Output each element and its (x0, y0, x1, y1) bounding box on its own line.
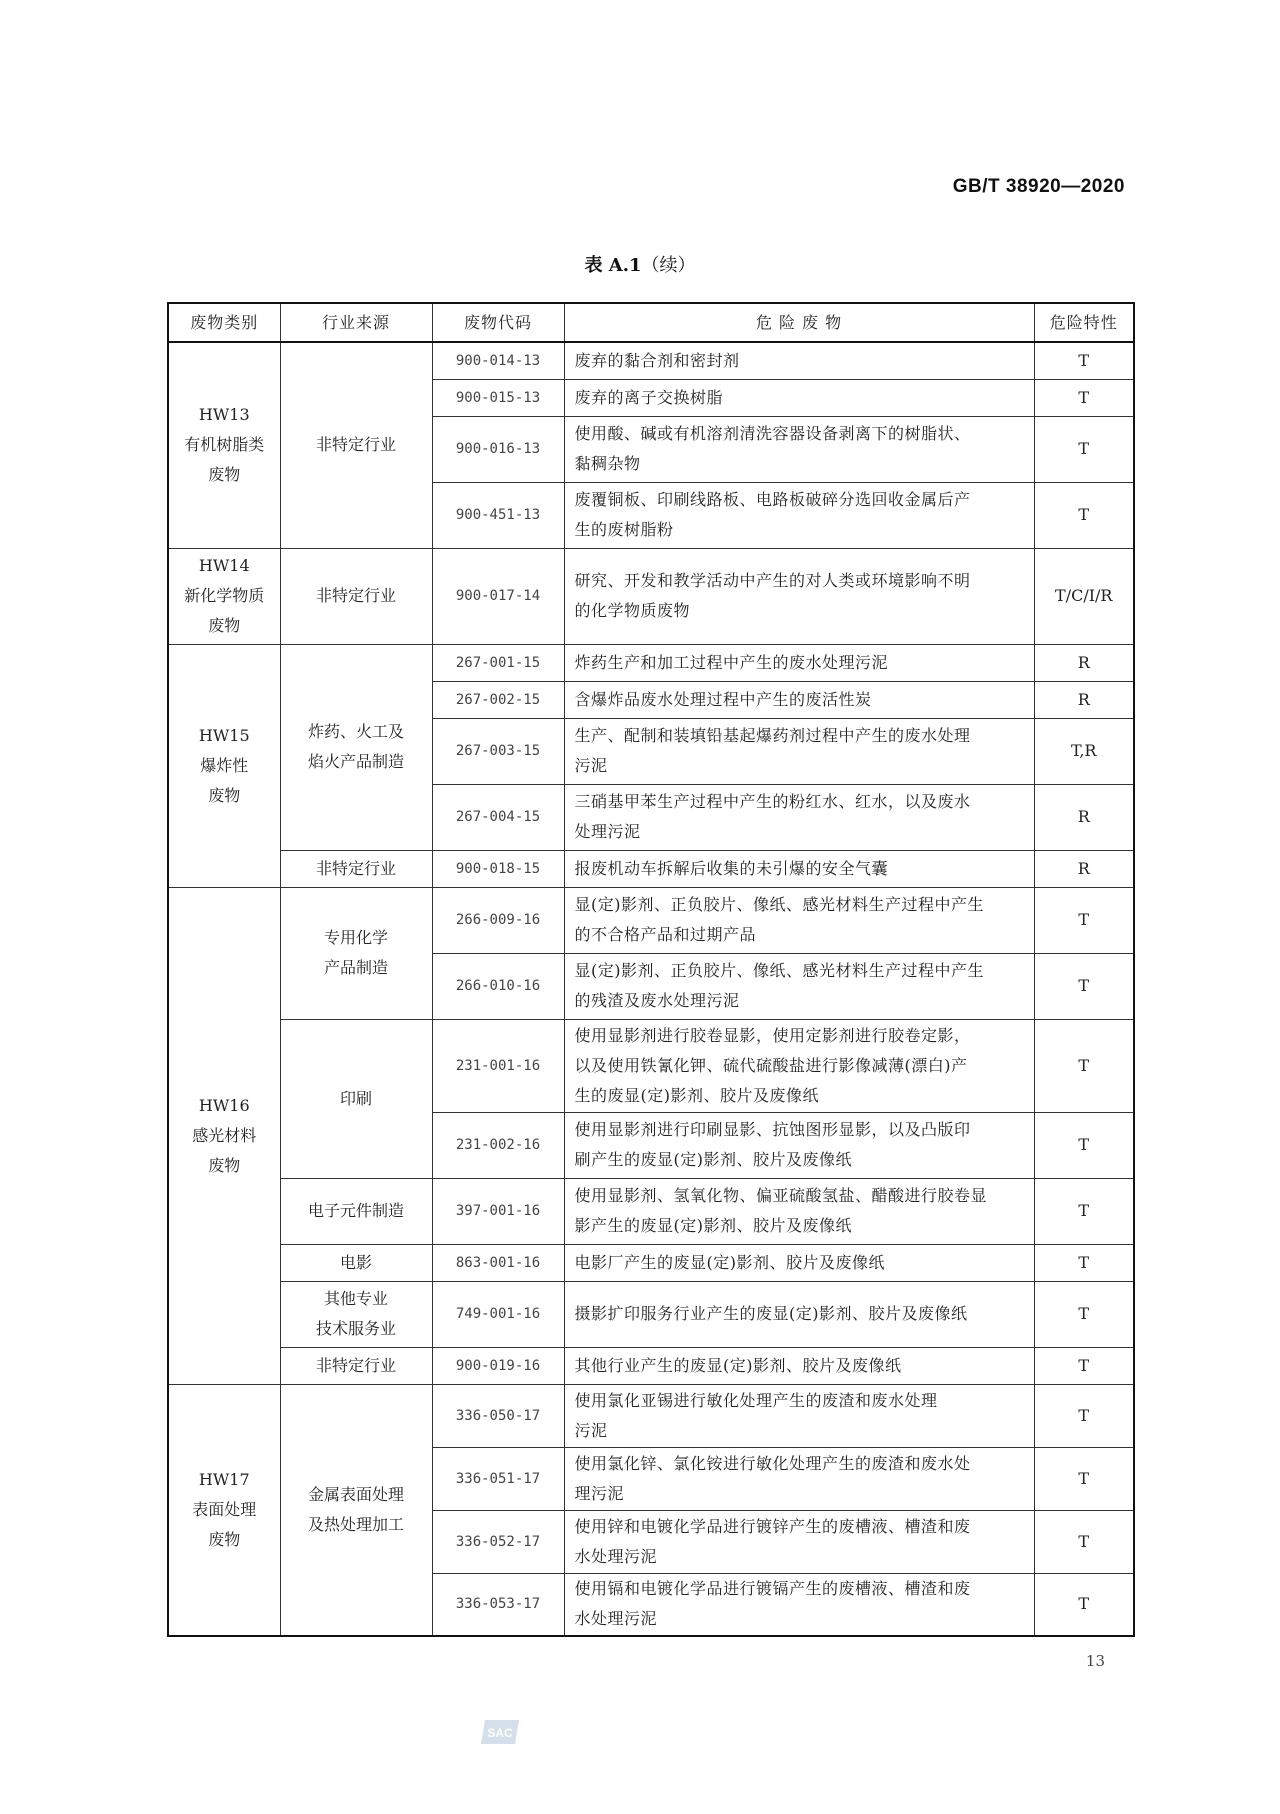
table-row (168, 1347, 1134, 1384)
table-row (168, 1244, 1134, 1281)
waste-description-cell: 使用氯化亚锡进行敏化处理产生的废渣和废水处理 污泥 (564, 1384, 1034, 1447)
column-header: 废物类别 (168, 303, 280, 342)
hazard-property-cell: T (1034, 379, 1134, 416)
hazard-property-cell: R (1034, 681, 1134, 718)
waste-description-cell: 使用镉和电镀化学品进行镀镉产生的废槽液、槽渣和废 水处理污泥 (564, 1573, 1034, 1636)
waste-code-cell: 900-451-13 (432, 482, 564, 548)
column-header: 废物代码 (432, 303, 564, 342)
table-title-suffix: （续） (641, 255, 696, 276)
waste-code-cell: 900-016-13 (432, 416, 564, 482)
waste-description-cell: 摄影扩印服务行业产生的废显(定)影剂、胶片及废像纸 (564, 1281, 1034, 1347)
waste-code-cell: 231-001-16 (432, 1019, 564, 1112)
table-row (168, 1019, 1134, 1112)
waste-description-cell: 使用氯化锌、氯化铵进行敏化处理产生的废渣和废水处 理污泥 (564, 1447, 1034, 1510)
hazard-property-cell: T (1034, 482, 1134, 548)
hazard-property-cell: T (1034, 342, 1134, 379)
waste-description-cell: 研究、开发和教学活动中产生的对人类或环境影响不明 的化学物质废物 (564, 548, 1034, 644)
waste-code-cell: 267-003-15 (432, 718, 564, 784)
hazard-property-cell: T (1034, 1384, 1134, 1447)
page-number: 13 (1085, 1652, 1105, 1670)
hazard-property-cell: T (1034, 1347, 1134, 1384)
waste-code-cell: 336-050-17 (432, 1384, 564, 1447)
hazard-property-cell: T (1034, 1178, 1134, 1244)
waste-code-cell: 266-009-16 (432, 887, 564, 953)
waste-code-cell: 267-002-15 (432, 681, 564, 718)
hazard-property-cell: T (1034, 1447, 1134, 1510)
waste-description-cell: 报废机动车拆解后收集的未引爆的安全气囊 (564, 850, 1034, 887)
table-title (0, 251, 1280, 277)
waste-description-cell: 含爆炸品废水处理过程中产生的废活性炭 (564, 681, 1034, 718)
table-row (168, 1178, 1134, 1244)
waste-category-cell: HW14 新化学物质 废物 (168, 548, 280, 644)
table-header-row (168, 303, 1134, 342)
waste-code-cell: 267-004-15 (432, 784, 564, 850)
table-row (168, 887, 1134, 953)
hazard-property-cell: T (1034, 1510, 1134, 1573)
industry-source-cell: 非特定行业 (280, 1347, 432, 1384)
industry-source-cell: 印刷 (280, 1019, 432, 1178)
hazard-property-cell: T (1034, 1244, 1134, 1281)
table-row (168, 342, 1134, 379)
waste-code-cell: 336-051-17 (432, 1447, 564, 1510)
hazard-property-cell: T (1034, 887, 1134, 953)
industry-source-cell: 金属表面处理 及热处理加工 (280, 1384, 432, 1636)
waste-code-cell: 863-001-16 (432, 1244, 564, 1281)
waste-description-cell: 显(定)影剂、正负胶片、像纸、感光材料生产过程中产生 的残渣及废水处理污泥 (564, 953, 1034, 1019)
waste-code-cell: 336-053-17 (432, 1573, 564, 1636)
table-row (168, 850, 1134, 887)
hazard-property-cell: R (1034, 644, 1134, 681)
hazardous-waste-table (167, 302, 1135, 1637)
hazard-property-cell: T/C/I/R (1034, 548, 1134, 644)
table-row (168, 548, 1134, 644)
waste-category-cell: HW16 感光材料 废物 (168, 887, 280, 1384)
standard-code: GB/T 38920—2020 (952, 176, 1125, 197)
table-title-label: 表 A.1 (584, 255, 642, 276)
waste-code-cell: 900-014-13 (432, 342, 564, 379)
waste-code-cell: 900-018-15 (432, 850, 564, 887)
waste-description-cell: 显(定)影剂、正负胶片、像纸、感光材料生产过程中产生 的不合格产品和过期产品 (564, 887, 1034, 953)
waste-description-cell: 生产、配制和装填铅基起爆药剂过程中产生的废水处理 污泥 (564, 718, 1034, 784)
table-row (168, 644, 1134, 681)
waste-description-cell: 废弃的离子交换树脂 (564, 379, 1034, 416)
waste-category-cell: HW15 爆炸性 废物 (168, 644, 280, 887)
svg-text:SAC: SAC (487, 1726, 513, 1740)
hazard-property-cell: T (1034, 416, 1134, 482)
waste-description-cell: 废弃的黏合剂和密封剂 (564, 342, 1034, 379)
waste-code-cell: 900-019-16 (432, 1347, 564, 1384)
hazard-property-cell: T (1034, 1112, 1134, 1178)
waste-code-cell: 231-002-16 (432, 1112, 564, 1178)
waste-category-cell: HW17 表面处理 废物 (168, 1384, 280, 1636)
waste-code-cell: 749-001-16 (432, 1281, 564, 1347)
waste-code-cell: 900-017-14 (432, 548, 564, 644)
industry-source-cell: 电子元件制造 (280, 1178, 432, 1244)
table-row (168, 1281, 1134, 1347)
waste-code-cell: 266-010-16 (432, 953, 564, 1019)
waste-code-cell: 397-001-16 (432, 1178, 564, 1244)
industry-source-cell: 非特定行业 (280, 342, 432, 548)
hazard-property-cell: R (1034, 784, 1134, 850)
waste-code-cell: 900-015-13 (432, 379, 564, 416)
waste-description-cell: 三硝基甲苯生产过程中产生的粉红水、红水，以及废水 处理污泥 (564, 784, 1034, 850)
waste-description-cell: 使用显影剂进行胶卷显影，使用定影剂进行胶卷定影， 以及使用铁氰化钾、硫代硫酸盐进行影像减薄(漂白)产 生的废显(定)影剂、胶片及废像纸 (564, 1019, 1034, 1112)
hazard-property-cell: T,R (1034, 718, 1134, 784)
column-header: 行业来源 (280, 303, 432, 342)
industry-source-cell: 电影 (280, 1244, 432, 1281)
industry-source-cell: 专用化学 产品制造 (280, 887, 432, 1019)
industry-source-cell: 非特定行业 (280, 548, 432, 644)
industry-source-cell: 其他专业 技术服务业 (280, 1281, 432, 1347)
column-header: 危 险 废 物 (564, 303, 1034, 342)
waste-category-cell: HW13 有机树脂类 废物 (168, 342, 280, 548)
waste-code-cell: 267-001-15 (432, 644, 564, 681)
waste-description-cell: 使用锌和电镀化学品进行镀锌产生的废槽液、槽渣和废 水处理污泥 (564, 1510, 1034, 1573)
hazard-property-cell: T (1034, 1281, 1134, 1347)
industry-source-cell: 非特定行业 (280, 850, 432, 887)
waste-description-cell: 使用显影剂、氢氧化物、偏亚硫酸氢盐、醋酸进行胶卷显 影产生的废显(定)影剂、胶片及废像纸 (564, 1178, 1034, 1244)
waste-description-cell: 使用酸、碱或有机溶剂清洗容器设备剥离下的树脂状、 黏稠杂物 (564, 416, 1034, 482)
column-header: 危险特性 (1034, 303, 1134, 342)
waste-code-cell: 336-052-17 (432, 1510, 564, 1573)
waste-description-cell: 使用显影剂进行印刷显影、抗蚀图形显影，以及凸版印 刷产生的废显(定)影剂、胶片及废像纸 (564, 1112, 1034, 1178)
waste-description-cell: 废覆铜板、印刷线路板、电路板破碎分选回收金属后产 生的废树脂粉 (564, 482, 1034, 548)
sac-watermark-logo (481, 1718, 523, 1746)
hazard-property-cell: T (1034, 1019, 1134, 1112)
table-row (168, 1384, 1134, 1447)
hazard-property-cell: R (1034, 850, 1134, 887)
hazard-property-cell: T (1034, 953, 1134, 1019)
industry-source-cell: 炸药、火工及 焰火产品制造 (280, 644, 432, 850)
hazard-property-cell: T (1034, 1573, 1134, 1636)
waste-description-cell: 电影厂产生的废显(定)影剂、胶片及废像纸 (564, 1244, 1034, 1281)
waste-description-cell: 其他行业产生的废显(定)影剂、胶片及废像纸 (564, 1347, 1034, 1384)
waste-description-cell: 炸药生产和加工过程中产生的废水处理污泥 (564, 644, 1034, 681)
